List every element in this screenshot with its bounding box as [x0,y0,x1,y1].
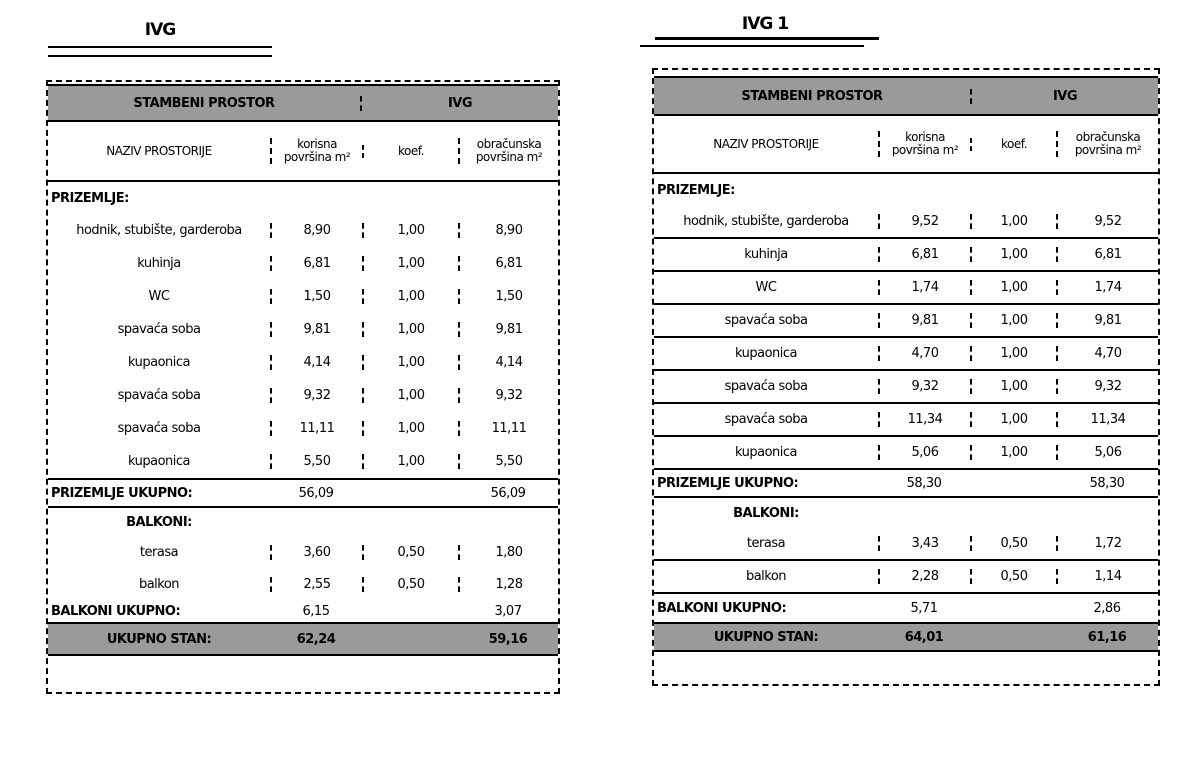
right-prizemlje-rows-name: kupaonica [734,346,797,361]
left-prizemlje-rows-c1: 6,81 [270,256,362,271]
left-prizemlje-rows-c2: 1,00 [362,421,458,436]
right-prizemlje-label-row [654,174,1158,206]
right-prizemlje-rows-row [654,239,1158,272]
left-balkon-rows-row [48,536,558,568]
right-prizemlje-rows-row [654,404,1158,437]
left-col-name: NAZIV PROSTORIJE [106,144,212,158]
left-header-group: IVG [360,96,558,111]
left-prizemlje-rows-c2: 1,00 [362,256,458,271]
left-prizemlje-rows-row [48,247,558,280]
right-balkon-rows-c2: 0,50 [970,569,1056,584]
left-prizemlje-rows-c3: 11,11 [458,421,558,436]
right-title-rule-2 [640,45,864,47]
right-balkon-rows-c1: 2,28 [878,569,970,584]
left-prizemlje-rows-c1: 8,90 [270,223,362,238]
left-prizemlje-rows-row [48,379,558,412]
left-balkon-rows-name: balkon [138,576,180,592]
right-balkon-rows-name: terasa [746,536,786,551]
left-prizemlje-rows-c3: 9,81 [458,322,558,337]
left-prizemlje-rows-name: spavaća soba [117,421,201,436]
right-prizemlje-rows-c3: 9,52 [1056,214,1158,229]
right-prizemlje-rows-c3: 4,70 [1056,346,1158,361]
left-balkon-rows-c1: 3,60 [270,545,362,560]
left-prizemlje-rows-name: WC [148,289,170,304]
right-prizemlje-rows-c2: 1,00 [970,247,1056,262]
right-balkon-rows-c3: 1,72 [1056,536,1158,551]
right-prizemlje-rows-c2: 1,00 [970,280,1056,295]
left-col-c2: koef. [362,145,458,158]
right-balkon-rows-name: balkon [745,569,787,584]
left-prizemlje-rows-c1: 9,32 [270,388,362,403]
right-balkon-rows-row [654,528,1158,561]
left-prizemlje-total-c3: 56,09 [490,485,526,501]
left-header-row [48,84,558,122]
right-prizemlje-rows-c1: 5,06 [878,445,970,460]
right-balkon-label: BALKONI: [733,505,799,521]
left-prizemlje-rows-c1: 11,11 [270,421,362,436]
right-balkon-rows-c2: 0,50 [970,536,1056,551]
left-balkon-rows-row [48,568,558,600]
right-grand-total-c1: 64,01 [904,629,944,645]
right-prizemlje-total-label: PRIZEMLJE UKUPNO: [657,475,799,491]
right-prizemlje-rows-row [654,437,1158,470]
right-prizemlje-rows-c1: 4,70 [878,346,970,361]
right-grand-total-row [654,622,1158,652]
right-col-c1: korisna površina m² [878,131,970,157]
left-prizemlje-rows-name: hodnik, stubište, garderoba [76,223,242,238]
left-title: IVG [144,20,176,40]
left-grand-total-label: UKUPNO STAN: [106,631,212,647]
left-balkon-rows-c2: 0,50 [362,577,458,592]
right-balkon-total-label: BALKONI UKUPNO: [657,600,787,616]
right-prizemlje-rows-row [654,338,1158,371]
right-prizemlje-rows-name: kuhinja [744,247,788,262]
left-prizemlje-rows-row [48,346,558,379]
left-grand-total-c3: 59,16 [488,631,528,647]
left-prizemlje-rows-name: kupaonica [127,355,190,370]
right-prizemlje-total-row [654,470,1158,498]
left-prizemlje-rows-c1: 9,81 [270,322,362,337]
left-balkon-label: BALKONI: [126,514,192,530]
right-prizemlje-rows-name: WC [755,280,777,295]
left-prizemlje-rows-c2: 1,00 [362,289,458,304]
left-prizemlje-rows-row [48,412,558,445]
right-prizemlje-rows-c2: 1,00 [970,412,1056,427]
right-prizemlje-rows-row [654,305,1158,338]
left-prizemlje-rows-c2: 1,00 [362,322,458,337]
right-balkon-rows-row [654,561,1158,594]
right-balkon-label-row [654,498,1158,528]
left-prizemlje-label-row [48,182,558,214]
left-balkon-rows-c3: 1,28 [458,577,558,592]
left-grand-total-row [48,622,558,656]
right-prizemlje-rows-c1: 11,34 [878,412,970,427]
right-prizemlje-rows-c3: 9,81 [1056,313,1158,328]
right-prizemlje-label: PRIZEMLJE: [657,182,735,198]
left-balkon-total-row [48,600,558,622]
left-balkon-total-c1: 6,15 [302,603,330,619]
left-prizemlje-rows-row [48,445,558,478]
right-balkon-rows-c3: 1,14 [1056,569,1158,584]
left-prizemlje-rows-c2: 1,00 [362,223,458,238]
right-prizemlje-rows-row [654,371,1158,404]
right-col-c2: koef. [970,138,1056,151]
left-prizemlje-total-label: PRIZEMLJE UKUPNO: [51,485,193,501]
left-prizemlje-rows-c2: 1,00 [362,388,458,403]
left-prizemlje-rows-c3: 4,14 [458,355,558,370]
left-prizemlje-rows-c2: 1,00 [362,454,458,469]
right-col-c3: obračunska površina m² [1056,131,1158,157]
left-prizemlje-rows-c2: 1,00 [362,355,458,370]
right-prizemlje-rows-c3: 1,74 [1056,280,1158,295]
right-prizemlje-rows-name: spavaća soba [724,313,808,328]
left-prizemlje-rows-name: spavaća soba [117,322,201,337]
right-balkon-total-c1: 5,71 [910,600,938,616]
right-area-table [652,68,1160,686]
left-prizemlje-rows-c3: 8,90 [458,223,558,238]
right-prizemlje-rows-c1: 6,81 [878,247,970,262]
right-grand-total-c3: 61,16 [1087,629,1127,645]
left-balkon-total-label: BALKONI UKUPNO: [51,603,181,619]
left-prizemlje-rows-c3: 5,50 [458,454,558,469]
right-title: IVG 1 [741,14,789,34]
left-prizemlje-rows-c1: 1,50 [270,289,362,304]
left-prizemlje-rows-name: kuhinja [137,256,181,271]
left-prizemlje-total-c1: 56,09 [298,485,334,501]
right-columns-row [654,116,1158,174]
left-prizemlje-rows-c3: 6,81 [458,256,558,271]
right-prizemlje-rows-name: spavaća soba [724,412,808,427]
right-prizemlje-rows-c3: 11,34 [1056,412,1158,427]
left-header-section: STAMBENI PROSTOR [133,95,275,111]
right-prizemlje-rows-row [654,272,1158,305]
right-prizemlje-rows-c2: 1,00 [970,214,1056,229]
right-header-section: STAMBENI PROSTOR [741,88,883,104]
right-balkon-total-row [654,594,1158,622]
right-title-rule-1 [655,37,879,40]
right-col-name: NAZIV PROSTORIJE [713,137,819,151]
right-prizemlje-rows-c1: 9,32 [878,379,970,394]
left-col-c3: obračunska površina m² [458,138,558,164]
left-title-rule-1 [48,46,272,48]
left-grand-total-c1: 62,24 [296,631,336,647]
right-prizemlje-rows-c2: 1,00 [970,313,1056,328]
right-prizemlje-total-c1: 58,30 [906,475,942,491]
left-prizemlje-rows-name: spavaća soba [117,388,201,403]
right-header-group: IVG [970,89,1158,104]
right-prizemlje-rows-c3: 5,06 [1056,445,1158,460]
right-prizemlje-rows-name: spavaća soba [724,379,808,394]
right-prizemlje-rows-name: hodnik, stubište, garderoba [683,214,849,229]
right-prizemlje-rows-c2: 1,00 [970,445,1056,460]
left-prizemlje-rows-name: kupaonica [127,454,190,469]
right-grand-total-label: UKUPNO STAN: [713,629,819,645]
left-balkon-rows-name: terasa [139,544,179,560]
right-prizemlje-rows-row [654,206,1158,239]
left-prizemlje-rows-row [48,280,558,313]
right-prizemlje-rows-c3: 6,81 [1056,247,1158,262]
right-prizemlje-rows-c2: 1,00 [970,379,1056,394]
left-col-c1: korisna površina m² [270,138,362,164]
right-prizemlje-rows-c3: 9,32 [1056,379,1158,394]
left-prizemlje-label: PRIZEMLJE: [51,190,129,206]
right-balkon-rows-c1: 3,43 [878,536,970,551]
left-balkon-label-row [48,508,558,536]
right-prizemlje-rows-c2: 1,00 [970,346,1056,361]
left-columns-row [48,122,558,182]
left-prizemlje-rows-c1: 4,14 [270,355,362,370]
left-prizemlje-rows-c3: 9,32 [458,388,558,403]
right-prizemlje-rows-name: kupaonica [734,445,797,460]
right-prizemlje-rows-c1: 9,52 [878,214,970,229]
right-prizemlje-rows-c1: 1,74 [878,280,970,295]
right-balkon-total-c3: 2,86 [1093,600,1121,616]
left-area-table [46,80,560,694]
left-balkon-rows-c1: 2,55 [270,577,362,592]
left-prizemlje-rows-c3: 1,50 [458,289,558,304]
left-title-rule-2 [48,55,272,57]
right-header-row [654,76,1158,116]
left-balkon-rows-c3: 1,80 [458,545,558,560]
left-balkon-total-c3: 3,07 [494,603,522,619]
right-prizemlje-total-c3: 58,30 [1089,475,1125,491]
left-prizemlje-total-row [48,478,558,508]
left-prizemlje-rows-row [48,313,558,346]
left-prizemlje-rows-row [48,214,558,247]
left-balkon-rows-c2: 0,50 [362,545,458,560]
left-prizemlje-rows-c1: 5,50 [270,454,362,469]
right-prizemlje-rows-c1: 9,81 [878,313,970,328]
